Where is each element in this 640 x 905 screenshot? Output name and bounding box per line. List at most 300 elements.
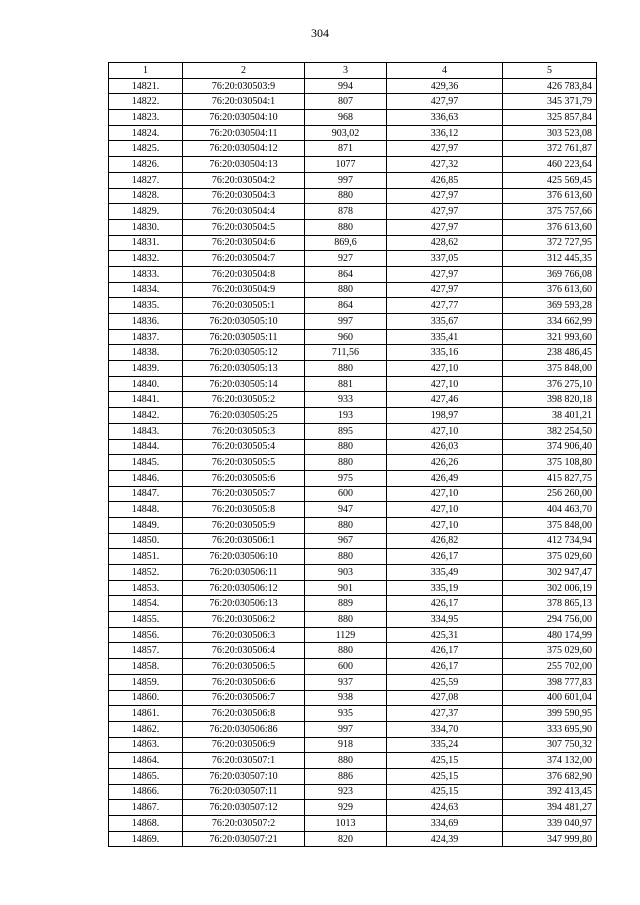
table-cell-col1: 14832. xyxy=(109,251,183,267)
table-cell-col5: 375 757,66 xyxy=(503,204,597,220)
table-cell-col1: 14823. xyxy=(109,110,183,126)
table-row xyxy=(109,502,597,518)
table-cell-col2: 76:20:030505:8 xyxy=(183,502,305,518)
table-cell-col2: 76:20:030506:3 xyxy=(183,627,305,643)
table-cell-col3: 880 xyxy=(305,753,387,769)
table-cell-col1: 14841. xyxy=(109,392,183,408)
table-cell-col5: 400 601,04 xyxy=(503,690,597,706)
table-cell-col4: 426,17 xyxy=(387,659,503,675)
column-header-2: 2 xyxy=(183,63,305,79)
table-cell-col5: 294 756,00 xyxy=(503,612,597,628)
table-cell-col4: 425,15 xyxy=(387,753,503,769)
table-cell-col1: 14835. xyxy=(109,298,183,314)
table-row xyxy=(109,110,597,126)
cadastral-table xyxy=(108,62,597,847)
table-cell-col1: 14840. xyxy=(109,376,183,392)
table-row xyxy=(109,188,597,204)
table-cell-col1: 14830. xyxy=(109,219,183,235)
table-cell-col3: 880 xyxy=(305,643,387,659)
table-cell-col5: 238 486,45 xyxy=(503,345,597,361)
table-cell-col2: 76:20:030505:12 xyxy=(183,345,305,361)
table-cell-col4: 425,15 xyxy=(387,784,503,800)
table-cell-col4: 334,95 xyxy=(387,612,503,628)
table-cell-col1: 14829. xyxy=(109,204,183,220)
table-cell-col2: 76:20:030505:6 xyxy=(183,470,305,486)
table-cell-col2: 76:20:030504:8 xyxy=(183,266,305,282)
table-cell-col2: 76:20:030503:9 xyxy=(183,78,305,94)
table-cell-col4: 335,19 xyxy=(387,580,503,596)
table-cell-col3: 901 xyxy=(305,580,387,596)
table-cell-col2: 76:20:030504:13 xyxy=(183,157,305,173)
table-cell-col4: 427,46 xyxy=(387,392,503,408)
table-cell-col2: 76:20:030504:7 xyxy=(183,251,305,267)
table-row xyxy=(109,345,597,361)
table-row xyxy=(109,737,597,753)
table-cell-col1: 14859. xyxy=(109,674,183,690)
table-cell-col3: 927 xyxy=(305,251,387,267)
table-cell-col4: 425,31 xyxy=(387,627,503,643)
table-cell-col5: 256 260,00 xyxy=(503,486,597,502)
table-cell-col5: 376 275,10 xyxy=(503,376,597,392)
table-cell-col1: 14836. xyxy=(109,314,183,330)
table-cell-col4: 426,17 xyxy=(387,643,503,659)
table-cell-col1: 14860. xyxy=(109,690,183,706)
column-header-3: 3 xyxy=(305,63,387,79)
table-row xyxy=(109,800,597,816)
table-cell-col4: 429,36 xyxy=(387,78,503,94)
table-cell-col3: 880 xyxy=(305,361,387,377)
table-cell-col2: 76:20:030507:1 xyxy=(183,753,305,769)
table-cell-col3: 869,6 xyxy=(305,235,387,251)
table-cell-col2: 76:20:030505:9 xyxy=(183,517,305,533)
table-cell-col3: 929 xyxy=(305,800,387,816)
table-cell-col2: 76:20:030506:9 xyxy=(183,737,305,753)
table-cell-col4: 427,97 xyxy=(387,204,503,220)
table-cell-col1: 14842. xyxy=(109,408,183,424)
table-row xyxy=(109,596,597,612)
column-header-4: 4 xyxy=(387,63,503,79)
table-cell-col3: 1013 xyxy=(305,816,387,832)
table-cell-col3: 997 xyxy=(305,172,387,188)
table-cell-col2: 76:20:030504:1 xyxy=(183,94,305,110)
table-row xyxy=(109,408,597,424)
table-cell-col2: 76:20:030504:5 xyxy=(183,219,305,235)
table-row xyxy=(109,753,597,769)
table-row xyxy=(109,125,597,141)
table-cell-col4: 426,17 xyxy=(387,549,503,565)
table-cell-col5: 302 006,19 xyxy=(503,580,597,596)
table-cell-col3: 820 xyxy=(305,831,387,847)
table-cell-col5: 303 523,08 xyxy=(503,125,597,141)
table-cell-col5: 382 254,50 xyxy=(503,423,597,439)
table-cell-col1: 14857. xyxy=(109,643,183,659)
table-cell-col1: 14849. xyxy=(109,517,183,533)
table-header-row xyxy=(109,63,597,79)
table-cell-col2: 76:20:030506:12 xyxy=(183,580,305,596)
table-cell-col2: 76:20:030504:2 xyxy=(183,172,305,188)
table-cell-col4: 427,10 xyxy=(387,423,503,439)
table-row xyxy=(109,235,597,251)
table-cell-col1: 14861. xyxy=(109,706,183,722)
table-cell-col3: 923 xyxy=(305,784,387,800)
table-cell-col5: 374 906,40 xyxy=(503,439,597,455)
table-row xyxy=(109,329,597,345)
table-cell-col1: 14837. xyxy=(109,329,183,345)
table-cell-col4: 428,62 xyxy=(387,235,503,251)
table-row xyxy=(109,721,597,737)
table-cell-col5: 312 445,35 xyxy=(503,251,597,267)
table-cell-col2: 76:20:030505:25 xyxy=(183,408,305,424)
table-cell-col4: 337,05 xyxy=(387,251,503,267)
table-cell-col1: 14851. xyxy=(109,549,183,565)
table-cell-col1: 14852. xyxy=(109,565,183,581)
table-cell-col5: 333 695,90 xyxy=(503,721,597,737)
table-cell-col4: 427,10 xyxy=(387,517,503,533)
table-cell-col3: 1129 xyxy=(305,627,387,643)
table-row xyxy=(109,251,597,267)
table-cell-col3: 895 xyxy=(305,423,387,439)
table-row xyxy=(109,486,597,502)
table-cell-col1: 14855. xyxy=(109,612,183,628)
table-cell-col5: 399 590,95 xyxy=(503,706,597,722)
table-cell-col5: 334 662,99 xyxy=(503,314,597,330)
table-cell-col2: 76:20:030507:21 xyxy=(183,831,305,847)
table-cell-col1: 14839. xyxy=(109,361,183,377)
table-cell-col1: 14833. xyxy=(109,266,183,282)
table-cell-col2: 76:20:030505:5 xyxy=(183,455,305,471)
table-cell-col1: 14856. xyxy=(109,627,183,643)
table-cell-col3: 903,02 xyxy=(305,125,387,141)
table-cell-col5: 375 848,00 xyxy=(503,517,597,533)
table-row xyxy=(109,706,597,722)
table-cell-col3: 903 xyxy=(305,565,387,581)
table-row xyxy=(109,455,597,471)
table-cell-col4: 426,17 xyxy=(387,596,503,612)
table-cell-col5: 426 783,84 xyxy=(503,78,597,94)
table-row xyxy=(109,643,597,659)
table-cell-col2: 76:20:030506:7 xyxy=(183,690,305,706)
table-cell-col4: 424,63 xyxy=(387,800,503,816)
table-cell-col5: 302 947,47 xyxy=(503,565,597,581)
table-cell-col5: 378 865,13 xyxy=(503,596,597,612)
table-cell-col3: 918 xyxy=(305,737,387,753)
table-cell-col4: 427,37 xyxy=(387,706,503,722)
table-cell-col4: 335,49 xyxy=(387,565,503,581)
table-cell-col1: 14865. xyxy=(109,768,183,784)
table-cell-col2: 76:20:030506:13 xyxy=(183,596,305,612)
table-cell-col5: 375 029,60 xyxy=(503,549,597,565)
table-cell-col5: 375 029,60 xyxy=(503,643,597,659)
table-cell-col2: 76:20:030506:1 xyxy=(183,533,305,549)
table-cell-col5: 375 848,00 xyxy=(503,361,597,377)
table-cell-col2: 76:20:030506:10 xyxy=(183,549,305,565)
table-cell-col5: 460 223,64 xyxy=(503,157,597,173)
table-cell-col2: 76:20:030506:6 xyxy=(183,674,305,690)
table-cell-col3: 880 xyxy=(305,219,387,235)
table-cell-col3: 600 xyxy=(305,486,387,502)
table-cell-col4: 426,49 xyxy=(387,470,503,486)
table-cell-col2: 76:20:030505:10 xyxy=(183,314,305,330)
table-cell-col2: 76:20:030506:4 xyxy=(183,643,305,659)
table-cell-col4: 336,63 xyxy=(387,110,503,126)
table-cell-col3: 881 xyxy=(305,376,387,392)
table-cell-col5: 38 401,21 xyxy=(503,408,597,424)
table-cell-col2: 76:20:030505:13 xyxy=(183,361,305,377)
table-row xyxy=(109,831,597,847)
table-cell-col1: 14867. xyxy=(109,800,183,816)
table-cell-col4: 335,16 xyxy=(387,345,503,361)
table-row xyxy=(109,549,597,565)
table-cell-col1: 14846. xyxy=(109,470,183,486)
table-cell-col4: 427,08 xyxy=(387,690,503,706)
table-cell-col2: 76:20:030504:10 xyxy=(183,110,305,126)
table-cell-col5: 376 682,90 xyxy=(503,768,597,784)
table-row xyxy=(109,768,597,784)
table-cell-col5: 404 463,70 xyxy=(503,502,597,518)
table-cell-col4: 426,82 xyxy=(387,533,503,549)
table-cell-col1: 14853. xyxy=(109,580,183,596)
table-cell-col5: 325 857,84 xyxy=(503,110,597,126)
table-cell-col2: 76:20:030504:11 xyxy=(183,125,305,141)
table-body xyxy=(109,78,597,847)
table-row xyxy=(109,690,597,706)
table-row xyxy=(109,517,597,533)
table-cell-col3: 880 xyxy=(305,455,387,471)
table-cell-col5: 412 734,94 xyxy=(503,533,597,549)
table-cell-col2: 76:20:030505:7 xyxy=(183,486,305,502)
table-cell-col5: 321 993,60 xyxy=(503,329,597,345)
table-cell-col3: 933 xyxy=(305,392,387,408)
table-cell-col4: 335,67 xyxy=(387,314,503,330)
table-cell-col1: 14864. xyxy=(109,753,183,769)
table-cell-col3: 864 xyxy=(305,266,387,282)
table-cell-col2: 76:20:030507:12 xyxy=(183,800,305,816)
table-cell-col4: 427,10 xyxy=(387,376,503,392)
table-cell-col5: 425 569,45 xyxy=(503,172,597,188)
table-row xyxy=(109,612,597,628)
table-cell-col4: 426,26 xyxy=(387,455,503,471)
table-cell-col5: 345 371,79 xyxy=(503,94,597,110)
table-cell-col2: 76:20:030507:2 xyxy=(183,816,305,832)
table-cell-col4: 424,39 xyxy=(387,831,503,847)
table-cell-col1: 14843. xyxy=(109,423,183,439)
table-row xyxy=(109,204,597,220)
table-row xyxy=(109,392,597,408)
table-cell-col4: 198,97 xyxy=(387,408,503,424)
table-cell-col3: 880 xyxy=(305,188,387,204)
table-row xyxy=(109,298,597,314)
table-cell-col4: 427,32 xyxy=(387,157,503,173)
table-cell-col5: 376 613,60 xyxy=(503,219,597,235)
table-row xyxy=(109,172,597,188)
table-cell-col3: 938 xyxy=(305,690,387,706)
table-cell-col3: 864 xyxy=(305,298,387,314)
table-cell-col1: 14845. xyxy=(109,455,183,471)
table-cell-col3: 600 xyxy=(305,659,387,675)
table-row xyxy=(109,565,597,581)
table-cell-col2: 76:20:030507:10 xyxy=(183,768,305,784)
table-cell-col4: 335,24 xyxy=(387,737,503,753)
table-cell-col3: 997 xyxy=(305,314,387,330)
table-cell-col5: 369 766,08 xyxy=(503,266,597,282)
table-cell-col4: 426,85 xyxy=(387,172,503,188)
table-cell-col1: 14826. xyxy=(109,157,183,173)
table-cell-col5: 255 702,00 xyxy=(503,659,597,675)
table-row xyxy=(109,816,597,832)
table-cell-col1: 14848. xyxy=(109,502,183,518)
table-cell-col3: 807 xyxy=(305,94,387,110)
table-row xyxy=(109,314,597,330)
table-cell-col4: 427,97 xyxy=(387,141,503,157)
table-cell-col2: 76:20:030505:1 xyxy=(183,298,305,314)
table-cell-col4: 427,97 xyxy=(387,266,503,282)
table-cell-col3: 947 xyxy=(305,502,387,518)
table-cell-col2: 76:20:030505:2 xyxy=(183,392,305,408)
table-cell-col5: 372 727,95 xyxy=(503,235,597,251)
table-cell-col5: 347 999,80 xyxy=(503,831,597,847)
table-cell-col3: 880 xyxy=(305,517,387,533)
table-cell-col1: 14825. xyxy=(109,141,183,157)
table-cell-col3: 880 xyxy=(305,549,387,565)
table-cell-col5: 339 040,97 xyxy=(503,816,597,832)
table-cell-col5: 369 593,28 xyxy=(503,298,597,314)
table-cell-col3: 880 xyxy=(305,612,387,628)
table-cell-col2: 76:20:030506:8 xyxy=(183,706,305,722)
column-header-1: 1 xyxy=(109,63,183,79)
page-number: 304 xyxy=(311,26,329,40)
table-cell-col1: 14827. xyxy=(109,172,183,188)
table-cell-col4: 335,41 xyxy=(387,329,503,345)
table-row xyxy=(109,533,597,549)
table-cell-col5: 376 613,60 xyxy=(503,188,597,204)
table-cell-col4: 336,12 xyxy=(387,125,503,141)
table-cell-col1: 14866. xyxy=(109,784,183,800)
table-cell-col3: 960 xyxy=(305,329,387,345)
table-cell-col3: 193 xyxy=(305,408,387,424)
table-cell-col3: 994 xyxy=(305,78,387,94)
table-row xyxy=(109,219,597,235)
table-cell-col4: 427,97 xyxy=(387,94,503,110)
table-cell-col4: 427,10 xyxy=(387,361,503,377)
table-cell-col5: 398 820,18 xyxy=(503,392,597,408)
table-cell-col5: 392 413,45 xyxy=(503,784,597,800)
table-cell-col5: 480 174,99 xyxy=(503,627,597,643)
table-cell-col1: 14847. xyxy=(109,486,183,502)
table-cell-col1: 14868. xyxy=(109,816,183,832)
table-cell-col3: 975 xyxy=(305,470,387,486)
table-cell-col2: 76:20:030505:3 xyxy=(183,423,305,439)
table-cell-col3: 968 xyxy=(305,110,387,126)
table-cell-col4: 427,77 xyxy=(387,298,503,314)
table-cell-col5: 375 108,80 xyxy=(503,455,597,471)
table-row xyxy=(109,266,597,282)
table-cell-col2: 76:20:030504:9 xyxy=(183,282,305,298)
table-row xyxy=(109,470,597,486)
table-cell-col3: 711,56 xyxy=(305,345,387,361)
table-cell-col3: 997 xyxy=(305,721,387,737)
table-cell-col5: 372 761,87 xyxy=(503,141,597,157)
table-cell-col5: 415 827,75 xyxy=(503,470,597,486)
table-cell-col1: 14863. xyxy=(109,737,183,753)
table-cell-col1: 14821. xyxy=(109,78,183,94)
table-cell-col2: 76:20:030504:6 xyxy=(183,235,305,251)
table-cell-col1: 14858. xyxy=(109,659,183,675)
table-cell-col3: 967 xyxy=(305,533,387,549)
table-cell-col4: 427,97 xyxy=(387,188,503,204)
table-cell-col1: 14869. xyxy=(109,831,183,847)
table-cell-col4: 334,69 xyxy=(387,816,503,832)
table-row xyxy=(109,439,597,455)
table-cell-col1: 14822. xyxy=(109,94,183,110)
table-row xyxy=(109,674,597,690)
table-cell-col1: 14862. xyxy=(109,721,183,737)
table-cell-col1: 14828. xyxy=(109,188,183,204)
table-row xyxy=(109,580,597,596)
column-header-5: 5 xyxy=(503,63,597,79)
table-cell-col5: 374 132,00 xyxy=(503,753,597,769)
table-cell-col3: 886 xyxy=(305,768,387,784)
table-cell-col1: 14831. xyxy=(109,235,183,251)
table-cell-col2: 76:20:030506:5 xyxy=(183,659,305,675)
table-cell-col2: 76:20:030505:11 xyxy=(183,329,305,345)
table-cell-col4: 427,97 xyxy=(387,219,503,235)
table-cell-col5: 394 481,27 xyxy=(503,800,597,816)
table-row xyxy=(109,157,597,173)
table-cell-col3: 880 xyxy=(305,439,387,455)
table-cell-col5: 307 750,32 xyxy=(503,737,597,753)
table-cell-col1: 14854. xyxy=(109,596,183,612)
table-cell-col2: 76:20:030504:12 xyxy=(183,141,305,157)
table-cell-col2: 76:20:030507:11 xyxy=(183,784,305,800)
table-cell-col1: 14824. xyxy=(109,125,183,141)
table-cell-col2: 76:20:030505:4 xyxy=(183,439,305,455)
table-cell-col3: 1077 xyxy=(305,157,387,173)
table-cell-col4: 426,03 xyxy=(387,439,503,455)
table-cell-col4: 427,97 xyxy=(387,282,503,298)
table-row xyxy=(109,627,597,643)
table-cell-col3: 871 xyxy=(305,141,387,157)
table-cell-col3: 880 xyxy=(305,282,387,298)
table-cell-col5: 398 777,83 xyxy=(503,674,597,690)
table-cell-col1: 14850. xyxy=(109,533,183,549)
table-cell-col2: 76:20:030506:2 xyxy=(183,612,305,628)
table-row xyxy=(109,78,597,94)
table-row xyxy=(109,361,597,377)
table-cell-col4: 427,10 xyxy=(387,486,503,502)
table-cell-col2: 76:20:030504:3 xyxy=(183,188,305,204)
table-cell-col4: 425,59 xyxy=(387,674,503,690)
table-cell-col5: 376 613,60 xyxy=(503,282,597,298)
table-cell-col1: 14838. xyxy=(109,345,183,361)
table-cell-col3: 935 xyxy=(305,706,387,722)
table-cell-col4: 334,70 xyxy=(387,721,503,737)
table-cell-col1: 14834. xyxy=(109,282,183,298)
table-cell-col4: 427,10 xyxy=(387,502,503,518)
table-cell-col2: 76:20:030505:14 xyxy=(183,376,305,392)
table-cell-col2: 76:20:030506:86 xyxy=(183,721,305,737)
table-row xyxy=(109,94,597,110)
table-cell-col2: 76:20:030506:11 xyxy=(183,565,305,581)
table-row xyxy=(109,141,597,157)
table-cell-col1: 14844. xyxy=(109,439,183,455)
table-cell-col4: 425,15 xyxy=(387,768,503,784)
table-row xyxy=(109,784,597,800)
table-row xyxy=(109,423,597,439)
table-cell-col3: 889 xyxy=(305,596,387,612)
table-cell-col3: 937 xyxy=(305,674,387,690)
table-row xyxy=(109,376,597,392)
table-row xyxy=(109,659,597,675)
